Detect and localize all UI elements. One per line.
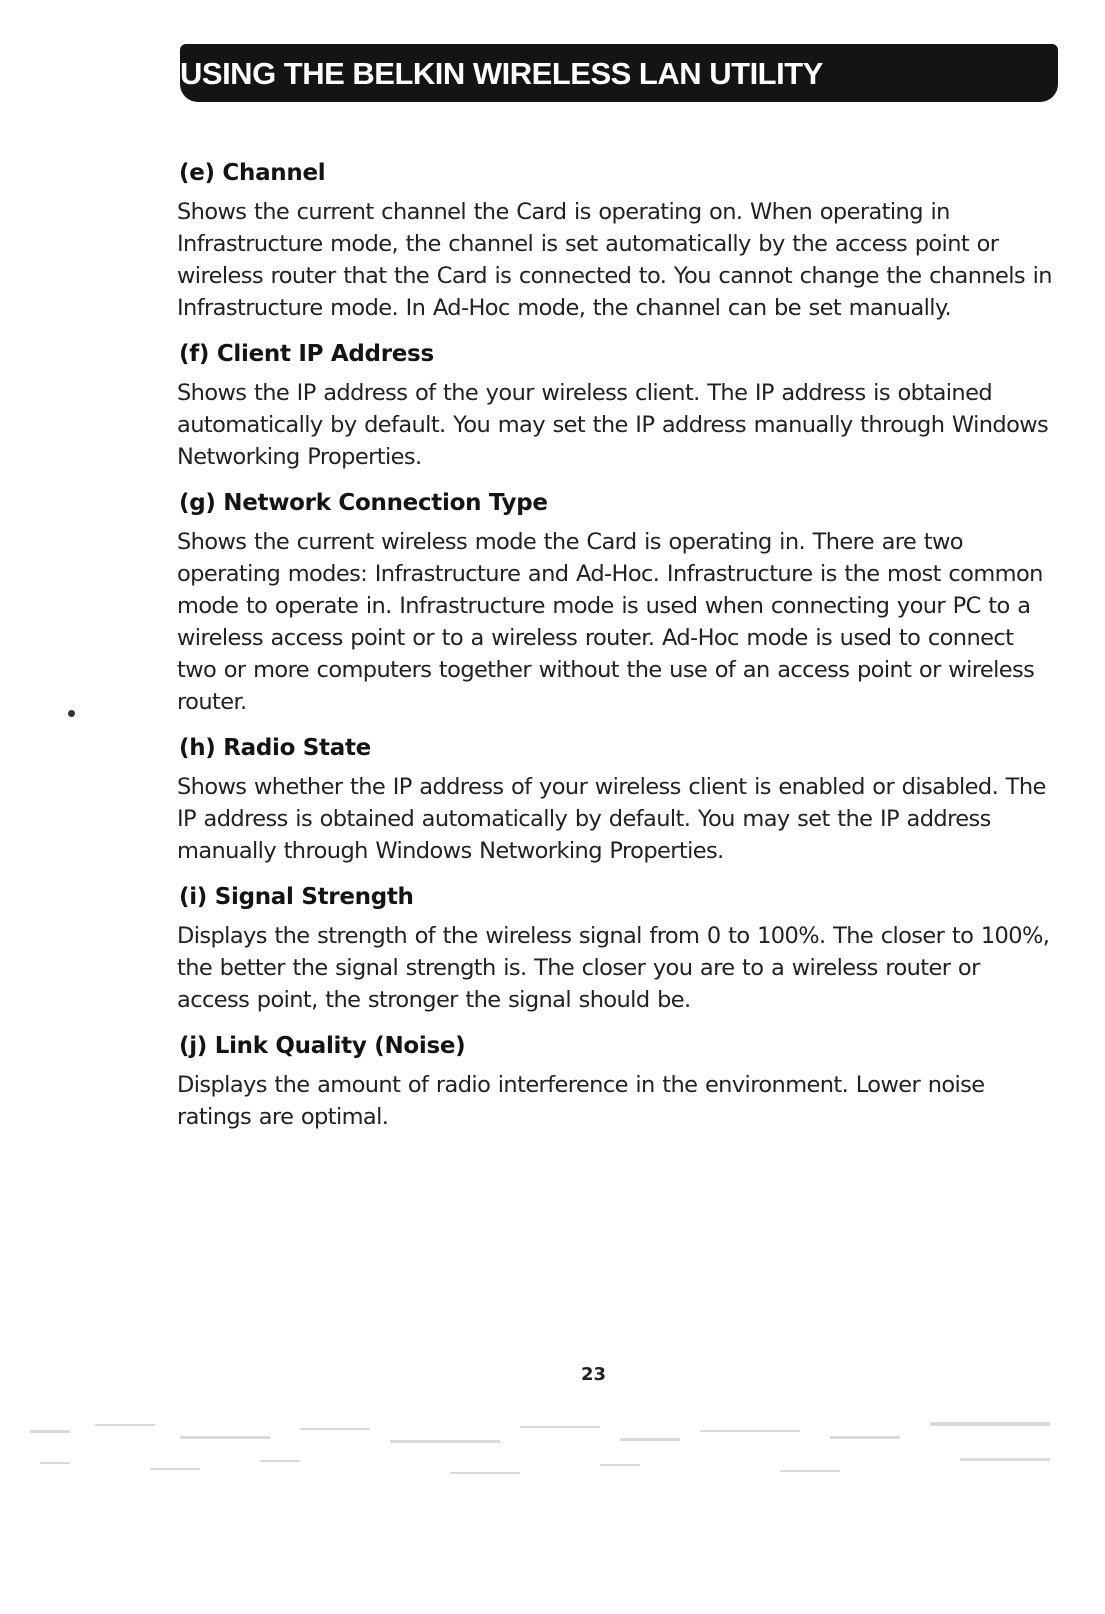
section-body: Shows the IP address of the your wireless client. The IP address is obtained automatically by default. You may set the IP address manually through Windows Networking Properties. xyxy=(177,380,1049,470)
page-number: 23 xyxy=(580,1364,607,1385)
section-heading: (h) Radio State xyxy=(179,735,371,761)
section-heading: (j) Link Quality (Noise) xyxy=(179,1033,466,1059)
page-title: USING THE BELKIN WIRELESS LAN UTILITY xyxy=(180,56,823,91)
section-heading: (f) Client IP Address xyxy=(179,341,434,367)
scan-speck xyxy=(68,710,75,717)
section-channel xyxy=(177,158,1057,324)
section-body: Displays the strength of the wireless signal from 0 to 100%. The closer to 100%, the better the signal strength is. The closer you are to a wireless router or access point, the stronger the signal should be. xyxy=(177,923,1050,1013)
section-heading: (g) Network Connection Type xyxy=(179,490,548,516)
document-content xyxy=(177,158,1057,1148)
section-radio-state xyxy=(177,733,1057,867)
section-signal-strength xyxy=(177,882,1057,1016)
section-body: Shows the current wireless mode the Card is operating in. There are two operating modes: Infrastructure and Ad-Hoc. Infrastructure is the most common mode to operate in. Infrastructure mode is used when connecting your PC to a wireless access point or to a wireless router. Ad-Hoc mode is used to connect two or more computers together without the use of an access point or wireless router. xyxy=(177,529,1043,715)
scan-noise-band xyxy=(0,1410,1105,1520)
section-link-quality xyxy=(177,1031,1057,1133)
section-heading: (e) Channel xyxy=(179,160,326,186)
section-body: Shows the current channel the Card is operating on. When operating in Infrastructure mode, the channel is set automatically by the access point or wireless router that the Card is connected to. You cannot change the channels in Infrastructure mode. In Ad-Hoc mode, the channel can be set manually. xyxy=(177,199,1052,321)
section-body: Displays the amount of radio interference in the environment. Lower noise ratings are optimal. xyxy=(177,1072,985,1130)
section-client-ip-address xyxy=(177,339,1057,473)
section-network-connection-type xyxy=(177,488,1057,718)
section-heading: (i) Signal Strength xyxy=(179,884,414,910)
section-body: Shows whether the IP address of your wireless client is enabled or disabled. The IP address is obtained automatically by default. You may set the IP address manually through Windows Networking Properties. xyxy=(177,774,1046,864)
